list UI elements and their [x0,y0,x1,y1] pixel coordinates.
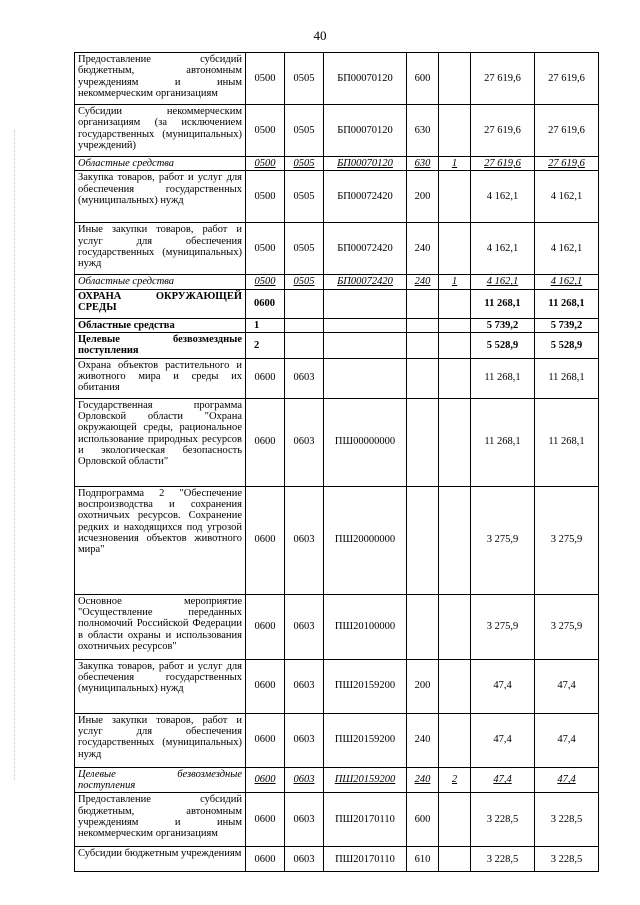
amount-cell-2: 27 619,6 [535,157,599,171]
target-article-cell: ПШ20170110 [324,847,407,872]
amount-cell-2: 4 162,1 [535,171,599,223]
target-article-cell [324,358,407,398]
amount-cell-2: 47,4 [535,659,599,713]
table-row [75,223,599,275]
target-article-cell [324,318,407,332]
amount-cell-1: 3 228,5 [471,793,535,847]
amount-cell-1: 5 528,9 [471,332,535,358]
budget-table [74,52,599,872]
item-name-cell: Предоставление субсидий бюджетным, автономным учреждениям и иным некоммерческим организациям [75,793,246,847]
table-row [75,318,599,332]
table-row [75,594,599,659]
amount-cell-2: 27 619,6 [535,105,599,157]
amount-cell-1: 4 162,1 [471,275,535,289]
expense-type-cell: 600 [407,53,439,105]
section-code-cell: 0600 [246,659,285,713]
table-row [75,332,599,358]
amount-cell-1: 4 162,1 [471,171,535,223]
target-article-cell: БП00072420 [324,171,407,223]
expense-type-cell: 240 [407,223,439,275]
section-code-cell: 2 [246,332,285,358]
section-code-cell: 0500 [246,171,285,223]
expense-type-cell: 200 [407,171,439,223]
expense-type-cell [407,332,439,358]
amount-cell-2: 3 228,5 [535,793,599,847]
amount-cell-2: 3 275,9 [535,486,599,594]
subsection-code-cell: 0603 [285,594,324,659]
target-article-cell [324,289,407,318]
target-article-cell: ПШ20100000 [324,594,407,659]
subsection-code-cell: 0603 [285,713,324,767]
funding-source-cell [439,171,471,223]
item-name-cell: Предоставление субсидий бюджетным, автономным учреждениям и иным некоммерческим организациям [75,53,246,105]
subsection-code-cell: 0603 [285,398,324,486]
amount-cell-2: 47,4 [535,767,599,793]
target-article-cell: БП00072420 [324,275,407,289]
expense-type-cell: 240 [407,275,439,289]
funding-source-cell [439,223,471,275]
amount-cell-1: 3 275,9 [471,486,535,594]
target-article-cell [324,332,407,358]
item-name-cell: Целевые безвозмездные поступления [75,767,246,793]
subsection-code-cell: 0603 [285,358,324,398]
section-code-cell: 0500 [246,53,285,105]
item-name-cell: Областные средства [75,318,246,332]
funding-source-cell [439,398,471,486]
amount-cell-1: 47,4 [471,659,535,713]
subsection-code-cell: 0505 [285,171,324,223]
item-name-cell: Целевые безвозмездные поступления [75,332,246,358]
expense-type-cell [407,289,439,318]
expense-type-cell [407,594,439,659]
funding-source-cell [439,53,471,105]
funding-source-cell [439,847,471,872]
table-row [75,767,599,793]
item-name-cell: Закупка товаров, работ и услуг для обеспечения государственных (муниципальных) нужд [75,171,246,223]
amount-cell-1: 11 268,1 [471,398,535,486]
item-name-cell: Охрана объектов растительного и животного мира и среды их обитания [75,358,246,398]
funding-source-cell [439,713,471,767]
amount-cell-2: 3 275,9 [535,594,599,659]
item-name-cell: Иные закупки товаров, работ и услуг для обеспечения государственных (муниципальных) нужд [75,713,246,767]
amount-cell-1: 47,4 [471,767,535,793]
subsection-code-cell [285,289,324,318]
amount-cell-2: 47,4 [535,713,599,767]
subsection-code-cell: 0603 [285,486,324,594]
target-article-cell: БП00070120 [324,53,407,105]
section-code-cell: 0500 [246,157,285,171]
amount-cell-2: 11 268,1 [535,289,599,318]
expense-type-cell: 610 [407,847,439,872]
funding-source-cell: 2 [439,767,471,793]
subsection-code-cell: 0505 [285,275,324,289]
scan-edge-mark [14,130,16,780]
funding-source-cell [439,289,471,318]
expense-type-cell: 630 [407,157,439,171]
section-code-cell: 0600 [246,358,285,398]
funding-source-cell [439,793,471,847]
expense-type-cell: 600 [407,793,439,847]
expense-type-cell: 240 [407,713,439,767]
subsection-code-cell [285,318,324,332]
amount-cell-1: 4 162,1 [471,223,535,275]
subsection-code-cell: 0505 [285,223,324,275]
table-row [75,289,599,318]
target-article-cell: ПШ20159200 [324,659,407,713]
amount-cell-2: 27 619,6 [535,53,599,105]
funding-source-cell [439,486,471,594]
expense-type-cell: 240 [407,767,439,793]
item-name-cell: Субсидии некоммерческим организациям (за исключением государственных (муниципальных) учреждений) [75,105,246,157]
section-code-cell: 1 [246,318,285,332]
section-code-cell: 0500 [246,105,285,157]
table-row [75,398,599,486]
expense-type-cell [407,486,439,594]
table-row [75,157,599,171]
table-row [75,358,599,398]
section-code-cell: 0600 [246,486,285,594]
item-name-cell: Государственная программа Орловской области "Охрана окружающей среды, рациональное использование природных ресурсов и экологическая безопасность Орловской области" [75,398,246,486]
amount-cell-1: 27 619,6 [471,157,535,171]
expense-type-cell [407,318,439,332]
funding-source-cell: 1 [439,157,471,171]
section-code-cell: 0500 [246,275,285,289]
table-body [75,53,599,872]
funding-source-cell [439,358,471,398]
funding-source-cell [439,594,471,659]
amount-cell-2: 5 739,2 [535,318,599,332]
section-code-cell: 0600 [246,793,285,847]
item-name-cell: Подпрограмма 2 "Обеспечение воспроизводства и сохранения охотничьих ресурсов. Сохранение редких и находящихся под угрозой исчезновения объектов животного мира" [75,486,246,594]
funding-source-cell [439,332,471,358]
amount-cell-1: 27 619,6 [471,105,535,157]
table-row [75,793,599,847]
subsection-code-cell [285,332,324,358]
table-row [75,171,599,223]
table-row [75,847,599,872]
amount-cell-1: 3 275,9 [471,594,535,659]
table-row [75,486,599,594]
table-row [75,275,599,289]
subsection-code-cell: 0603 [285,847,324,872]
funding-source-cell [439,659,471,713]
section-code-cell: 0500 [246,223,285,275]
subsection-code-cell: 0505 [285,53,324,105]
expense-type-cell: 630 [407,105,439,157]
amount-cell-1: 11 268,1 [471,289,535,318]
section-code-cell: 0600 [246,767,285,793]
page-number: 40 [313,28,327,43]
target-article-cell: ПШ20159200 [324,713,407,767]
funding-source-cell [439,318,471,332]
table-row [75,53,599,105]
section-code-cell: 0600 [246,847,285,872]
amount-cell-2: 11 268,1 [535,358,599,398]
section-code-cell: 0600 [246,594,285,659]
item-name-cell: Иные закупки товаров, работ и услуг для обеспечения государственных (муниципальных) нужд [75,223,246,275]
target-article-cell: ПШ20159200 [324,767,407,793]
section-code-cell: 0600 [246,398,285,486]
section-code-cell: 0600 [246,289,285,318]
subsection-code-cell: 0505 [285,105,324,157]
expense-type-cell [407,358,439,398]
subsection-code-cell: 0603 [285,793,324,847]
item-name-cell: ОХРАНА ОКРУЖАЮЩЕЙ СРЕДЫ [75,289,246,318]
item-name-cell: Областные средства [75,157,246,171]
amount-cell-2: 11 268,1 [535,398,599,486]
table-row [75,105,599,157]
subsection-code-cell: 0505 [285,157,324,171]
expense-type-cell: 200 [407,659,439,713]
expense-type-cell [407,398,439,486]
target-article-cell: БП00072420 [324,223,407,275]
amount-cell-1: 11 268,1 [471,358,535,398]
item-name-cell: Субсидии бюджетным учреждениям [75,847,246,872]
amount-cell-2: 4 162,1 [535,275,599,289]
target-article-cell: ПШ20170110 [324,793,407,847]
subsection-code-cell: 0603 [285,659,324,713]
amount-cell-1: 3 228,5 [471,847,535,872]
amount-cell-1: 47,4 [471,713,535,767]
amount-cell-1: 5 739,2 [471,318,535,332]
section-code-cell: 0600 [246,713,285,767]
subsection-code-cell: 0603 [285,767,324,793]
amount-cell-2: 3 228,5 [535,847,599,872]
amount-cell-2: 4 162,1 [535,223,599,275]
item-name-cell: Закупка товаров, работ и услуг для обеспечения государственных (муниципальных) нужд [75,659,246,713]
table-row [75,659,599,713]
funding-source-cell: 1 [439,275,471,289]
amount-cell-1: 27 619,6 [471,53,535,105]
target-article-cell: ПШ20000000 [324,486,407,594]
table-row [75,713,599,767]
target-article-cell: БП00070120 [324,105,407,157]
item-name-cell: Основное мероприятие "Осуществление переданных полномочий Российской Федерации в области охраны и использования охотничьих ресурсов" [75,594,246,659]
target-article-cell: БП00070120 [324,157,407,171]
target-article-cell: ПШ00000000 [324,398,407,486]
funding-source-cell [439,105,471,157]
amount-cell-2: 5 528,9 [535,332,599,358]
item-name-cell: Областные средства [75,275,246,289]
